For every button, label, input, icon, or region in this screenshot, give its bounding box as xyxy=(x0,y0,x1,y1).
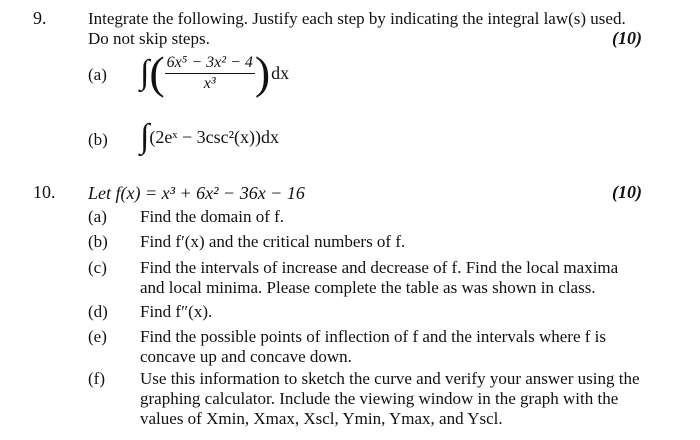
q9b-expression: (2eˣ − 3csc²(x))dx xyxy=(149,126,280,147)
q9-marks: (10) xyxy=(612,28,642,48)
q9a-integral-expression xyxy=(140,48,289,98)
q10f-label: (f) xyxy=(88,369,105,388)
q10b-line1: Find f′(x) and the critical numbers of f. xyxy=(140,232,406,251)
left-paren: ( xyxy=(149,47,165,98)
q10d-label: (d) xyxy=(88,302,108,321)
q9-instruction-line1: Integrate the following. Justify each step by indicating the integral law(s) used. xyxy=(88,9,626,28)
q9a-label: (a) xyxy=(88,65,107,84)
q10f-line1: Use this information to sketch the curve and verify your answer using the xyxy=(140,369,640,388)
q9a-denominator: x³ xyxy=(203,74,216,92)
q9a-numerator: 6x⁵ − 3x² − 4 xyxy=(165,53,255,74)
q10d-line1: Find f″(x). xyxy=(140,302,213,321)
q9-instruction-line2: Do not skip steps. xyxy=(88,29,210,48)
integral-sign-icon: ∫ xyxy=(140,118,150,155)
q10b-label: (b) xyxy=(88,232,108,251)
q10c-line2: and local minima. Please complete the table as was shown in class. xyxy=(140,278,596,297)
q10-intro: Let f(x) = x³ + 6x² − 36x − 16 xyxy=(88,183,305,203)
right-paren: ) xyxy=(254,47,271,98)
q10e-line1: Find the possible points of inflection of f and the intervals where f is xyxy=(140,327,606,346)
q9b-integral-expression xyxy=(140,120,279,154)
q10e-label: (e) xyxy=(88,327,107,346)
q9a-dx: dx xyxy=(271,62,290,83)
q9-number: 9. xyxy=(33,8,47,28)
q10-number: 10. xyxy=(33,182,56,202)
q9a-fraction xyxy=(165,53,255,94)
q10f-line3: values of Xmin, Xmax, Xscl, Ymin, Ymax, and Yscl. xyxy=(140,409,503,428)
q10c-label: (c) xyxy=(88,258,107,277)
q10e-line2: concave up and concave down. xyxy=(140,347,352,366)
q10a-label: (a) xyxy=(88,207,107,226)
q10-marks: (10) xyxy=(612,182,642,202)
q10c-line1: Find the intervals of increase and decrease of f. Find the local maxima xyxy=(140,258,619,277)
integral-sign-icon: ∫ xyxy=(140,54,150,91)
q9b-label: (b) xyxy=(88,130,108,149)
q10a-line1: Find the domain of f. xyxy=(140,207,285,226)
q10f-line2: graphing calculator. Include the viewing window in the graph with the xyxy=(140,389,619,408)
